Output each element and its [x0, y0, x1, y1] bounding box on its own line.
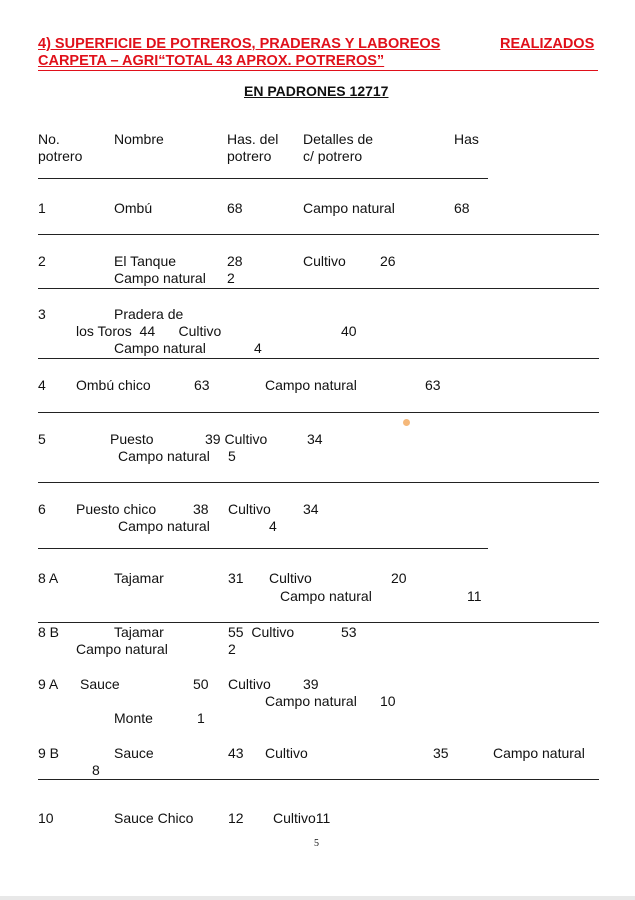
row-rule [38, 482, 599, 483]
row-rule [38, 234, 599, 235]
row9b-has2: 35 [433, 745, 449, 761]
row-rule [38, 412, 599, 413]
row8a-nombre: Tajamar [114, 570, 164, 586]
row2-no: 2 [38, 253, 46, 269]
row6-sub-det: Campo natural [118, 518, 210, 534]
row9b-sub-has: 8 [92, 762, 100, 778]
row-rule [38, 548, 488, 549]
row8b-has2: 53 [341, 624, 357, 640]
row6-has2: 34 [303, 501, 319, 517]
row3-nombre: Pradera de [114, 306, 184, 322]
row5-no: 5 [38, 431, 46, 447]
row9a-nombre: Sauce [80, 676, 120, 692]
row6-sub-has: 4 [269, 518, 277, 534]
row5-has-det: 39 Cultivo [205, 431, 268, 447]
row2-det: Cultivo [303, 253, 346, 269]
row-rule [38, 288, 599, 289]
row-rule [38, 358, 599, 359]
col-has-a: Has. del [227, 131, 279, 147]
row10-det: Cultivo11 [273, 810, 331, 826]
row3-sub-has: 4 [254, 340, 262, 356]
col-nombre: Nombre [114, 131, 164, 147]
row8a-has: 31 [228, 570, 244, 586]
heading-underline [38, 70, 598, 71]
row6-nombre: Puesto chico [76, 501, 157, 517]
row9b-no: 9 B [38, 745, 60, 761]
row9b-sub-det: Campo natural [493, 745, 585, 761]
row6-no: 6 [38, 501, 46, 517]
col-det-a: Detalles de [303, 131, 374, 147]
row5-sub-det: Campo natural [118, 448, 210, 464]
row9b-nombre: Sauce [114, 745, 154, 761]
heading-line2: CARPETA – AGRI“TOTAL 43 APROX. POTREROS” [38, 53, 385, 69]
row10-nombre: Sauce Chico [114, 810, 194, 826]
row8b-has-det: 55 Cultivo [228, 624, 295, 640]
row8b-nombre: Tajamar [114, 624, 164, 640]
col-has-b: potrero [227, 148, 272, 164]
row9a-has: 50 [193, 676, 209, 692]
row5-sub-has: 5 [228, 448, 236, 464]
page-bottom-edge [0, 896, 635, 900]
row3-has2: 40 [341, 323, 357, 339]
row3-no: 3 [38, 306, 46, 322]
row1-no: 1 [38, 200, 46, 216]
row1-has2: 68 [454, 200, 470, 216]
row2-has2: 26 [380, 253, 396, 269]
row8b-sub-has: 2 [228, 641, 236, 657]
heading-line1: 4) SUPERFICIE DE POTREROS, PRADERAS Y LABOREOS [38, 36, 441, 52]
page-number: 5 [314, 838, 319, 849]
header-rule [38, 178, 488, 179]
row9a-has2: 39 [303, 676, 319, 692]
row9a-monte-has: 1 [197, 710, 205, 726]
row9a-sub-has: 10 [380, 693, 396, 709]
row8a-has2: 20 [391, 570, 407, 586]
row9a-no: 9 A [38, 676, 59, 692]
row6-det: Cultivo [228, 501, 271, 517]
col-no-a: No. [38, 131, 60, 147]
col-no-b: potrero [38, 148, 83, 164]
row4-has2: 63 [425, 377, 441, 393]
row2-sub-det: Campo natural [114, 270, 206, 286]
row8b-sub-det: Campo natural [76, 641, 168, 657]
heading-line1-right: REALIZADOS [500, 36, 595, 52]
row9a-det: Cultivo [228, 676, 271, 692]
row1-has: 68 [227, 200, 243, 216]
row-rule [38, 622, 599, 623]
row8a-sub-det: Campo natural [280, 588, 372, 604]
row8b-no: 8 B [38, 624, 60, 640]
row8a-no: 8 A [38, 570, 59, 586]
row2-nombre: El Tanque [114, 253, 177, 269]
row9a-monte: Monte [114, 710, 153, 726]
row10-has: 12 [228, 810, 244, 826]
row9b-det: Cultivo [265, 745, 308, 761]
row1-nombre: Ombú [114, 200, 153, 216]
row2-has: 28 [227, 253, 243, 269]
stray-mark [403, 419, 410, 426]
row-rule [38, 779, 599, 780]
subtitle: EN PADRONES 12717 [244, 83, 389, 99]
row8a-det: Cultivo [269, 570, 312, 586]
row9a-sub-det: Campo natural [265, 693, 357, 709]
row4-det: Campo natural [265, 377, 357, 393]
row1-det: Campo natural [303, 200, 395, 216]
row8a-sub-has: 11 [467, 588, 482, 604]
row3-sub-det: Campo natural [114, 340, 206, 356]
row2-sub-has: 2 [227, 270, 235, 286]
row5-nombre: Puesto [110, 431, 154, 447]
row4-has: 63 [194, 377, 210, 393]
row3-line2: los Toros 44 Cultivo [76, 323, 222, 339]
row9b-has: 43 [228, 745, 244, 761]
col-det-b: c/ potrero [303, 148, 363, 164]
row6-has: 38 [193, 501, 209, 517]
row10-no: 10 [38, 810, 54, 826]
row4-nombre: Ombú chico [76, 377, 151, 393]
col-has2: Has [454, 131, 479, 147]
row4-no: 4 [38, 377, 46, 393]
row5-has2: 34 [307, 431, 323, 447]
